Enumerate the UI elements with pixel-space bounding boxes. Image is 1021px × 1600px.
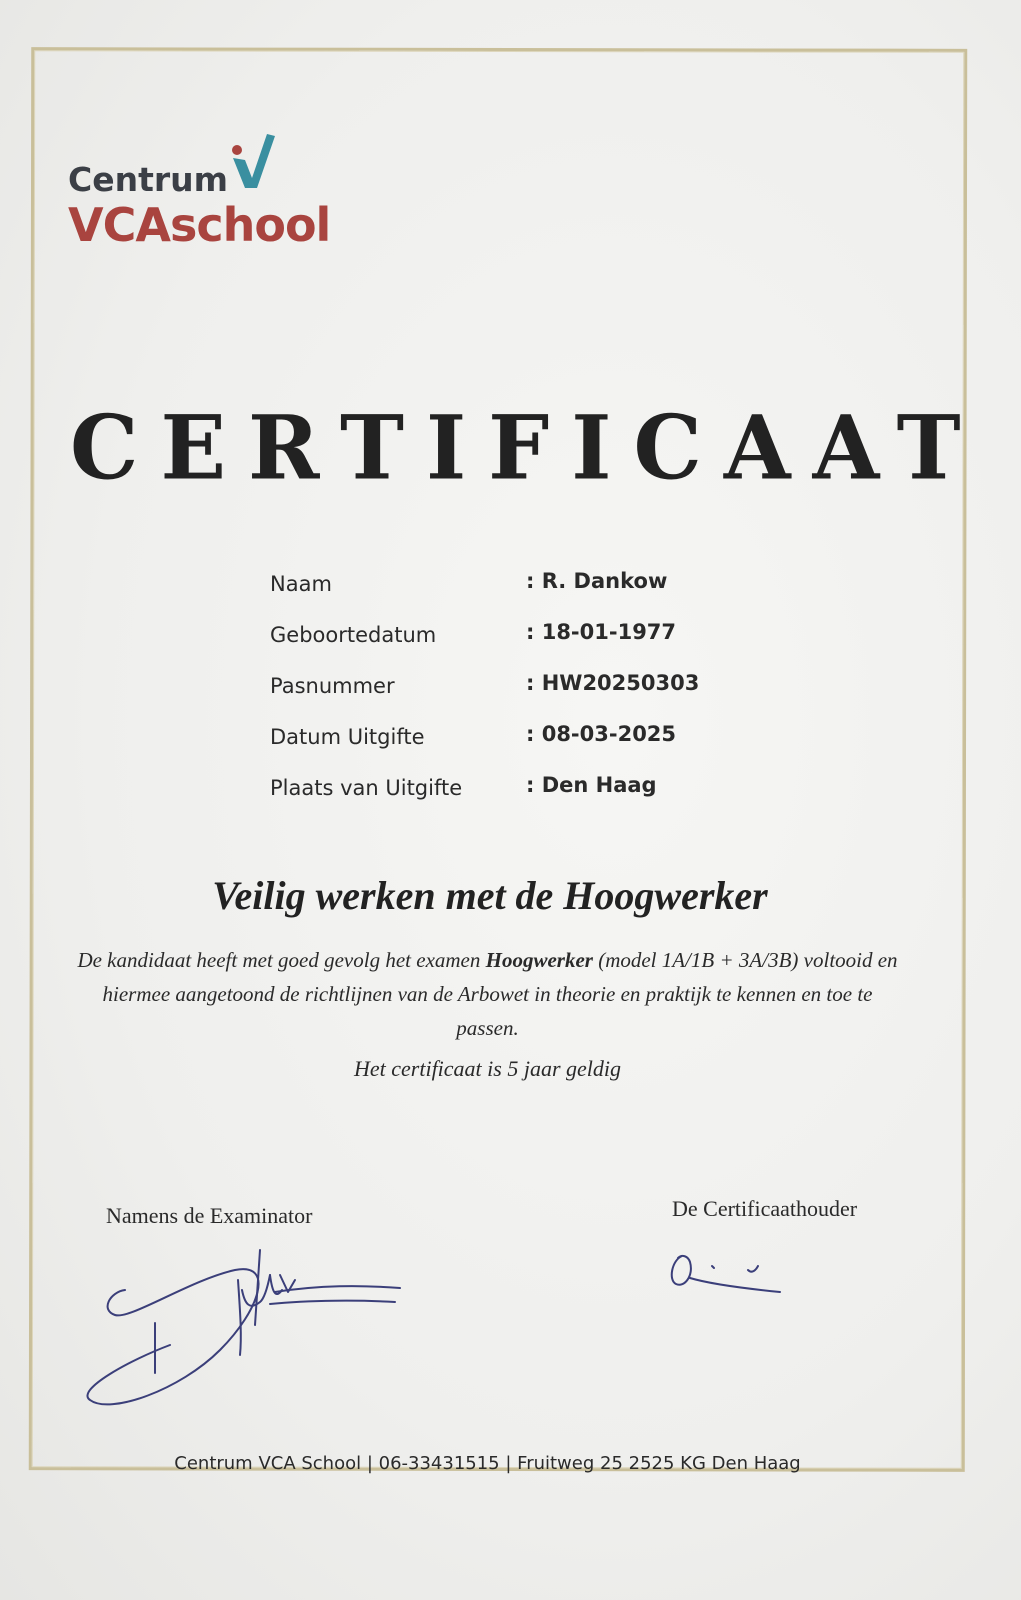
field-row-naam: [270, 569, 790, 623]
holder-signature-label: De Certificaathouder: [672, 1196, 858, 1221]
validity-note: Het certificaat is 5 jaar geldig: [353, 1056, 622, 1081]
field-row-datum-uitgifte: [270, 722, 790, 776]
certificate-title: CERTIFICAAT: [70, 396, 983, 501]
field-value: : 18-01-1977: [526, 620, 677, 644]
checkmark-v-icon: [223, 130, 283, 200]
certificate-description: [70, 943, 905, 1045]
field-label: Naam: [270, 572, 332, 596]
field-label: Datum Uitgifte: [270, 725, 425, 749]
field-label: Plaats van Uitgifte: [270, 776, 463, 800]
field-value: : HW20250303: [526, 671, 700, 695]
field-row-geboortedatum: [270, 620, 790, 674]
field-label: Pasnummer: [270, 674, 395, 698]
description-text-end: (model 1A/1B + 3A/3B) voltooid en hiermee aangetoond de richtlijnen van de Arbowet in theorie en praktijk te kennen en toe te passen.: [102, 948, 898, 1040]
description-exam-name: Hoogwerker: [485, 948, 593, 972]
examiner-signature: [70, 1230, 430, 1430]
field-value: : R. Dankow: [526, 569, 668, 593]
certificate-fields: [270, 569, 790, 827]
holder-signature: [660, 1240, 800, 1310]
field-row-plaats-van-uitgifte: [270, 773, 790, 827]
logo: [68, 130, 338, 260]
description-text-start: De kandidaat heeft met goed gevolg het examen: [77, 948, 486, 972]
course-title: Veilig werken met de Hoogwerker: [212, 873, 768, 918]
logo-text-vcaschool: VCAschool: [68, 198, 331, 252]
field-value: : Den Haag: [526, 773, 657, 797]
examiner-signature-label: Namens de Examinator: [106, 1203, 313, 1228]
field-row-pasnummer: [270, 671, 790, 725]
field-label: Geboortedatum: [270, 623, 437, 647]
footer-contact: Centrum VCA School | 06-33431515 | Fruitweg 25 2525 KG Den Haag: [174, 1453, 801, 1474]
logo-text-centrum: Centrum: [68, 160, 229, 199]
field-value: : 08-03-2025: [526, 722, 677, 746]
